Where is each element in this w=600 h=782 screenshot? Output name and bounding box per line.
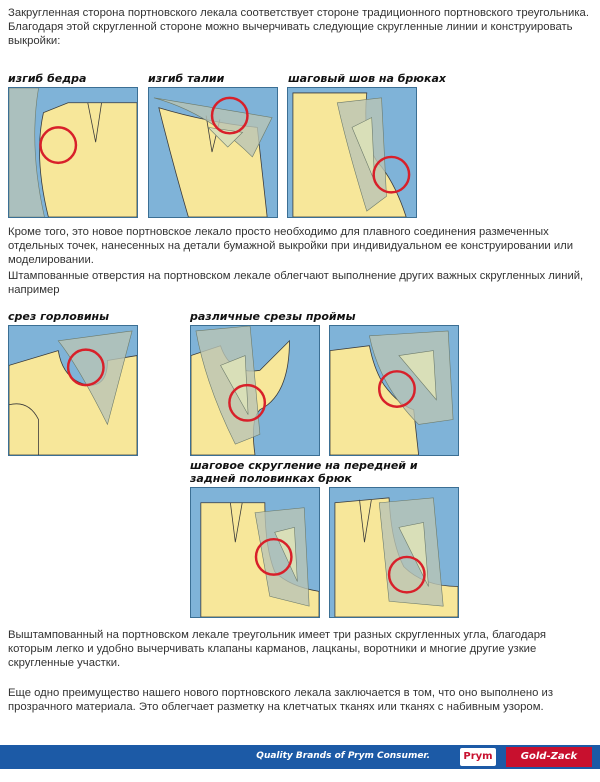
prym-logo: Prym: [460, 748, 496, 766]
figure-armhole-2: [329, 325, 459, 456]
middle-paragraph-1: Кроме того, это новое портновское лекало просто необходимо для плавного соединения размеченных отдельных точек, нанесенных на детали бумажной выкройки при индивидуальном ее конструировании или моделировании.: [8, 226, 574, 266]
caption-hip: изгиб бедра: [8, 72, 87, 85]
figure-crotch-seam: [287, 87, 417, 218]
figure-armhole-1: [190, 325, 320, 456]
caption-neckline: срез горловины: [8, 310, 110, 323]
caption-crotch-curve-line2: задней половинках брюк: [190, 472, 352, 485]
caption-armhole: различные срезы проймы: [190, 310, 356, 323]
caption-crotch-curve-line1: шаговое скругление на передней и: [190, 459, 418, 472]
bottom-paragraph-1: Выштампованный на портновском лекале треугольник имеет три разных скругленных угла, благодаря которым легко и удобно вычерчивать клапаны карманов, лацканы, воротники и многие другие узкие скругленные участки.: [8, 629, 546, 669]
intro-paragraph: Закругленная сторона портновского лекала соответствует стороне традиционного портновского треугольника. Благодаря этой скругленной стороне можно вычерчивать следующие скругленные линии и конструировать выкройки:: [8, 7, 589, 47]
footer-tagline: Quality Brands of Prym Consumer.: [256, 751, 430, 761]
gold-zack-logo: Gold-Zack: [506, 747, 592, 767]
bottom-strip: [0, 769, 600, 782]
caption-crotch: шаговый шов на брюках: [288, 72, 446, 85]
bottom-paragraph-2: Еще одно преимущество нашего нового портновского лекала заключается в том, что оно выполнено из прозрачного материала. Это облегчает разметку на клетчатых тканях или тканях с набивным узором.: [8, 687, 554, 713]
figure-hip-curve: [8, 87, 138, 218]
figure-neckline: [8, 325, 138, 456]
middle-paragraph-2: Штампованные отверстия на портновском лекале облегчают выполнение других важных скругленных линий, например: [8, 270, 584, 296]
figure-crotch-curve-back: [329, 487, 459, 618]
figure-waist-curve: [148, 87, 278, 218]
figure-crotch-curve-front: [190, 487, 320, 618]
caption-waist: изгиб талии: [148, 72, 225, 85]
